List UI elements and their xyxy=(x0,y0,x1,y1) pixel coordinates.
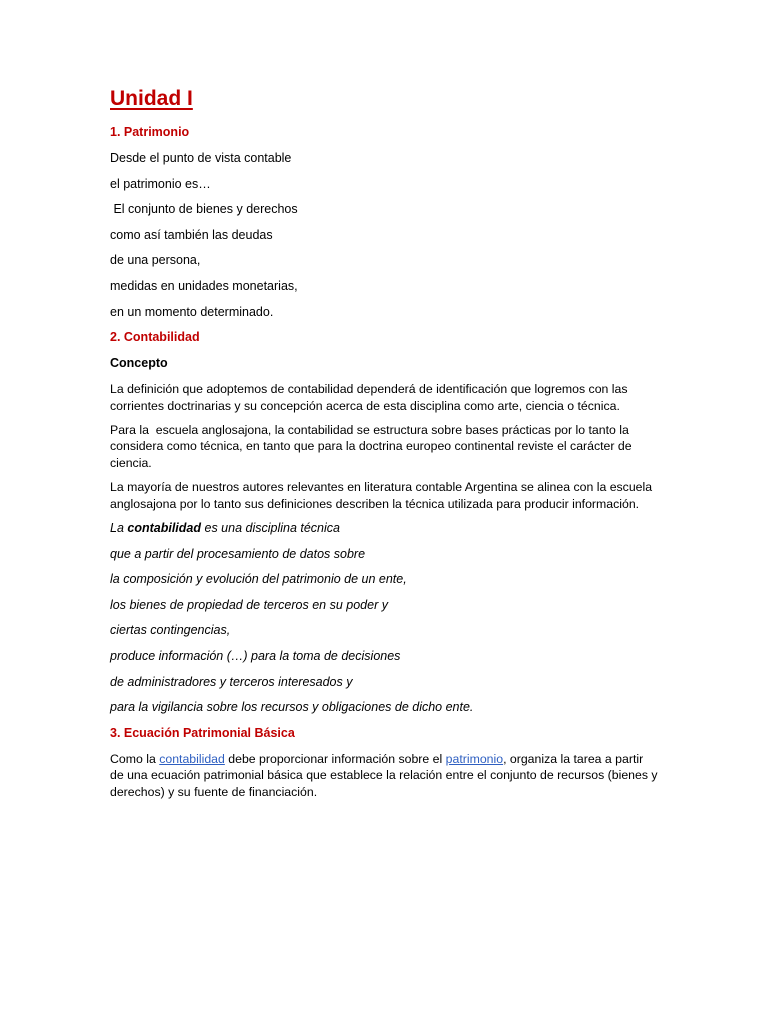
definition-line: que a partir del procesamiento de datos sobre xyxy=(110,546,366,561)
text-span: , organiza la tarea a partir de una ecuación patrimonial básica que establece la relación entre el conjunto de recursos (bienes y derechos) y su fuente de financiación. xyxy=(110,751,658,799)
definition-line: de administradores y terceros interesados y xyxy=(110,674,353,689)
link-contabilidad[interactable]: contabilidad xyxy=(159,751,225,766)
paragraph: La definición que adoptemos de contabilidad dependerá de identificación que logremos con las corrientes doctrinarias y su concepción acerca de esta disciplina como arte, ciencia o técnica. xyxy=(110,382,628,413)
definition-line: los bienes de propiedad de terceros en su poder y xyxy=(110,597,388,612)
definition-first-line xyxy=(110,520,658,537)
section-heading-contabilidad: 2. Contabilidad xyxy=(110,330,200,345)
link-patrimonio[interactable]: patrimonio xyxy=(445,751,504,766)
text-line: medidas en unidades monetarias, xyxy=(110,278,298,293)
paragraph: Para la escuela anglosajona, la contabilidad se estructura sobre bases prácticas por lo tanto la considera como técnica, en tanto que para la doctrina europeo continental reviste el carácter de ciencia. xyxy=(110,422,635,470)
definition-suffix: es una disciplina técnica xyxy=(201,521,340,535)
document-body xyxy=(110,84,658,808)
text-span: debe proporcionar información sobre el xyxy=(224,751,446,766)
section-heading-patrimonio: 1. Patrimonio xyxy=(110,125,190,139)
definition-line: ciertas contingencias, xyxy=(110,623,231,638)
definition-line: produce información (…) para la toma de decisiones xyxy=(110,648,401,663)
unit-title: Unidad I xyxy=(110,87,193,110)
subheading-concepto: Concepto xyxy=(110,356,168,371)
definition-line: para la vigilancia sobre los recursos y obligaciones de dicho ente. xyxy=(110,700,474,715)
text-line: de una persona, xyxy=(110,253,201,268)
definition-prefix: La xyxy=(110,521,128,535)
definition-term: contabilidad xyxy=(127,521,202,535)
text-line: en un momento determinado. xyxy=(110,304,274,319)
text-line: como así también las deudas xyxy=(110,227,273,242)
text-line: El conjunto de bienes y derechos xyxy=(110,202,298,217)
paragraph: La mayoría de nuestros autores relevantes en literatura contable Argentina se alinea con la escuela anglosajona por lo tanto sus definiciones describen la técnica utilizada para producir información. xyxy=(110,480,653,511)
paragraph-ecuacion xyxy=(110,751,658,800)
definition-line: la composición y evolución del patrimonio de un ente, xyxy=(110,572,407,587)
text-line: Desde el punto de vista contable xyxy=(110,151,292,165)
text-line: el patrimonio es… xyxy=(110,176,211,191)
text-span: Como la xyxy=(110,751,160,766)
section-heading-ecuacion: 3. Ecuación Patrimonial Básica xyxy=(110,725,295,740)
